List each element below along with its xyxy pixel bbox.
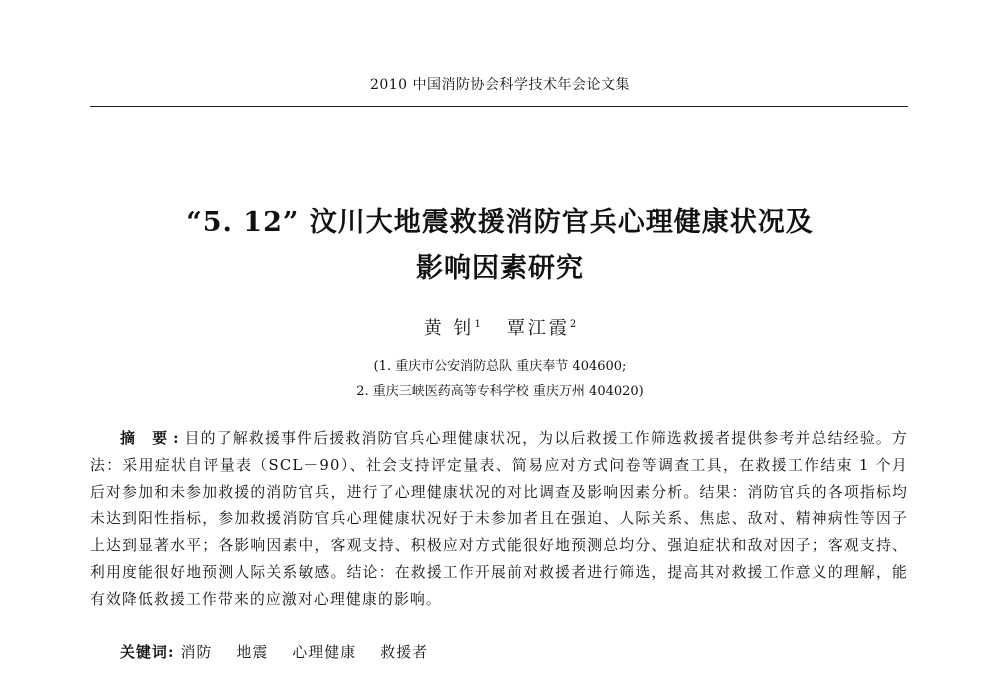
keyword: 地震 — [236, 644, 269, 661]
author-list — [0, 314, 1000, 340]
paper-title-line-1: “5. 12” 汶川大地震救援消防官兵心理健康状况及 — [186, 207, 814, 238]
abstract — [90, 426, 908, 614]
header-rule — [90, 106, 908, 107]
author-affiliation-mark: 2 — [569, 319, 577, 330]
running-header: 2010 中国消防协会科学技术年会论文集 — [369, 77, 631, 93]
keyword: 心理健康 — [292, 644, 357, 661]
affiliation-line: (1. 重庆市公安消防总队 重庆奉节 404600; — [373, 359, 627, 374]
keyword: 消防 — [180, 644, 213, 661]
keywords — [120, 641, 900, 662]
paper-title — [0, 200, 1000, 292]
paper-title-line-2: 影响因素研究 — [416, 253, 584, 284]
affiliation-line: 2. 重庆三峡医药高等专科学校 重庆万州 404020) — [356, 384, 644, 399]
abstract-text: 目的了解救援事件后援救消防官兵心理健康状况，为以后救援工作筛选救援者提供参考并总结经验。方法：采用症状自评量表（SCL－90）、社会支持评定量表、简易应对方式问卷等调查工具，在救援工作结束 1 个月后对参加和未参加救援的消防官兵，进行了心理健康状况的对比调查及影响因素分析。结果：消防官兵的各项指标均未达到阳性指标，参加救援消防官兵心理健康状况好于未参加者且在强迫、人际关系、焦虑、敌对、精神病性等因子上达到显著水平；各影响因素中，客观支持、积极应对方式能很好地预测总均分、强迫症状和敌对因子；客观支持、利用度能很好地预测人际关系敏感。结论：在救援工作开展前对救援者进行筛选，提高其对救援工作意义的理解，能有效降低救援工作带来的应激对心理健康的影响。 — [90, 430, 908, 608]
author-affiliation-mark: 1 — [474, 319, 481, 330]
keywords-label: 关键词: — [120, 644, 175, 661]
author-name: 黄 钊 — [423, 318, 475, 339]
affiliations — [0, 354, 1000, 404]
author-name: 覃江霞 — [506, 318, 570, 339]
abstract-label: 摘 要: — [120, 430, 185, 447]
keyword: 救援者 — [380, 644, 429, 661]
